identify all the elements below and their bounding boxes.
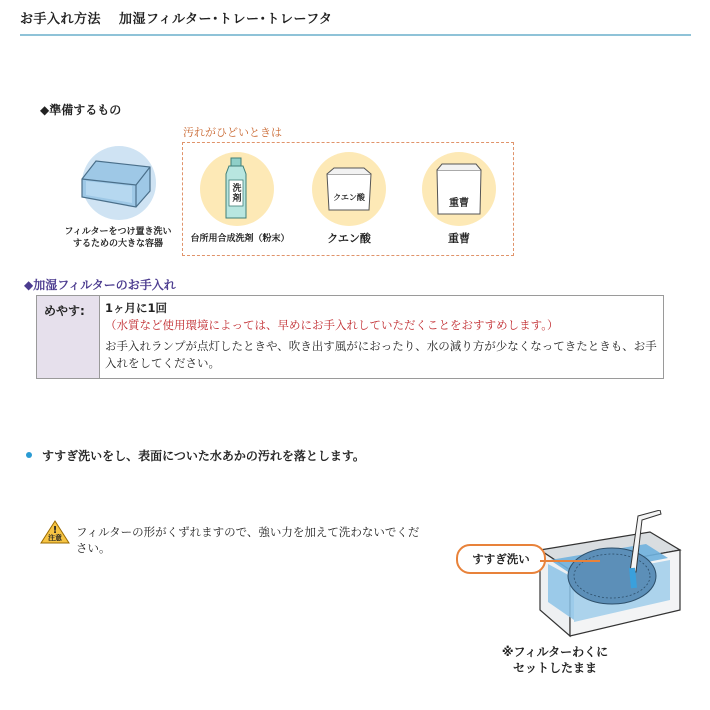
page-header: [20, 8, 332, 27]
header-left-title: お手入れ方法: [20, 12, 102, 27]
step-bullet-icon: [26, 452, 32, 458]
illustration-note: ※フィルターわくに セットしたまま: [501, 645, 609, 675]
filter-rinse-illustration: [534, 510, 690, 650]
baking-soda-label: 重曹: [448, 232, 470, 245]
caution-icon: [40, 520, 70, 546]
citric-acid-label: クエン酸: [327, 232, 371, 245]
filter-care-title: ◆加湿フィルターのお手入れ: [24, 278, 176, 292]
rinse-callout-pointer: [540, 560, 600, 562]
baking-soda-circle: [422, 152, 496, 226]
citric-acid-circle: [312, 152, 386, 226]
header-right-title: 加湿フィルター･トレー･トレーフタ: [119, 12, 333, 27]
guide-body: お手入れランプが点灯したときや、吹き出す風がにおったり、水の減り方が少なくなってきたときも、お手入れをしてください。: [105, 339, 657, 370]
container-caption: フィルターをつけ置き洗い するための大きな容器: [64, 227, 172, 249]
container-illustration: [74, 145, 164, 223]
citric-acid-bag-mark: クエン酸: [333, 193, 365, 202]
caution-icon-label: 注意: [48, 534, 62, 542]
detergent-bottle-mark: 洗剤: [232, 184, 242, 204]
header-divider: [20, 34, 691, 36]
guide-frequency: 1ヶ月に1回: [105, 301, 168, 315]
guide-label: めやす:: [44, 304, 85, 318]
detergent-label: 台所用合成洗剤（粉末）: [190, 234, 290, 244]
prepare-title: ◆準備するもの: [40, 103, 122, 117]
warning-text: フィルターの形がくずれますので、強い力を加えて洗わないでください。: [76, 525, 420, 555]
guide-content-cell: [105, 300, 661, 372]
guide-note: （水質など使用環境によっては、早めにお手入れしていただくことをおすすめします。）: [105, 318, 559, 332]
svg-text:!: !: [52, 525, 58, 536]
step-text: すすぎ洗いをし、表面についた水あかの汚れを落とします。: [42, 449, 365, 463]
guide-label-cell: [37, 296, 100, 378]
baking-soda-bag-mark: 重曹: [449, 198, 469, 209]
guide-table: [36, 295, 664, 379]
dirty-label: 汚れがひどいときは: [183, 126, 282, 139]
rinse-callout: すすぎ洗い: [456, 544, 546, 574]
detergent-circle: [200, 152, 274, 226]
